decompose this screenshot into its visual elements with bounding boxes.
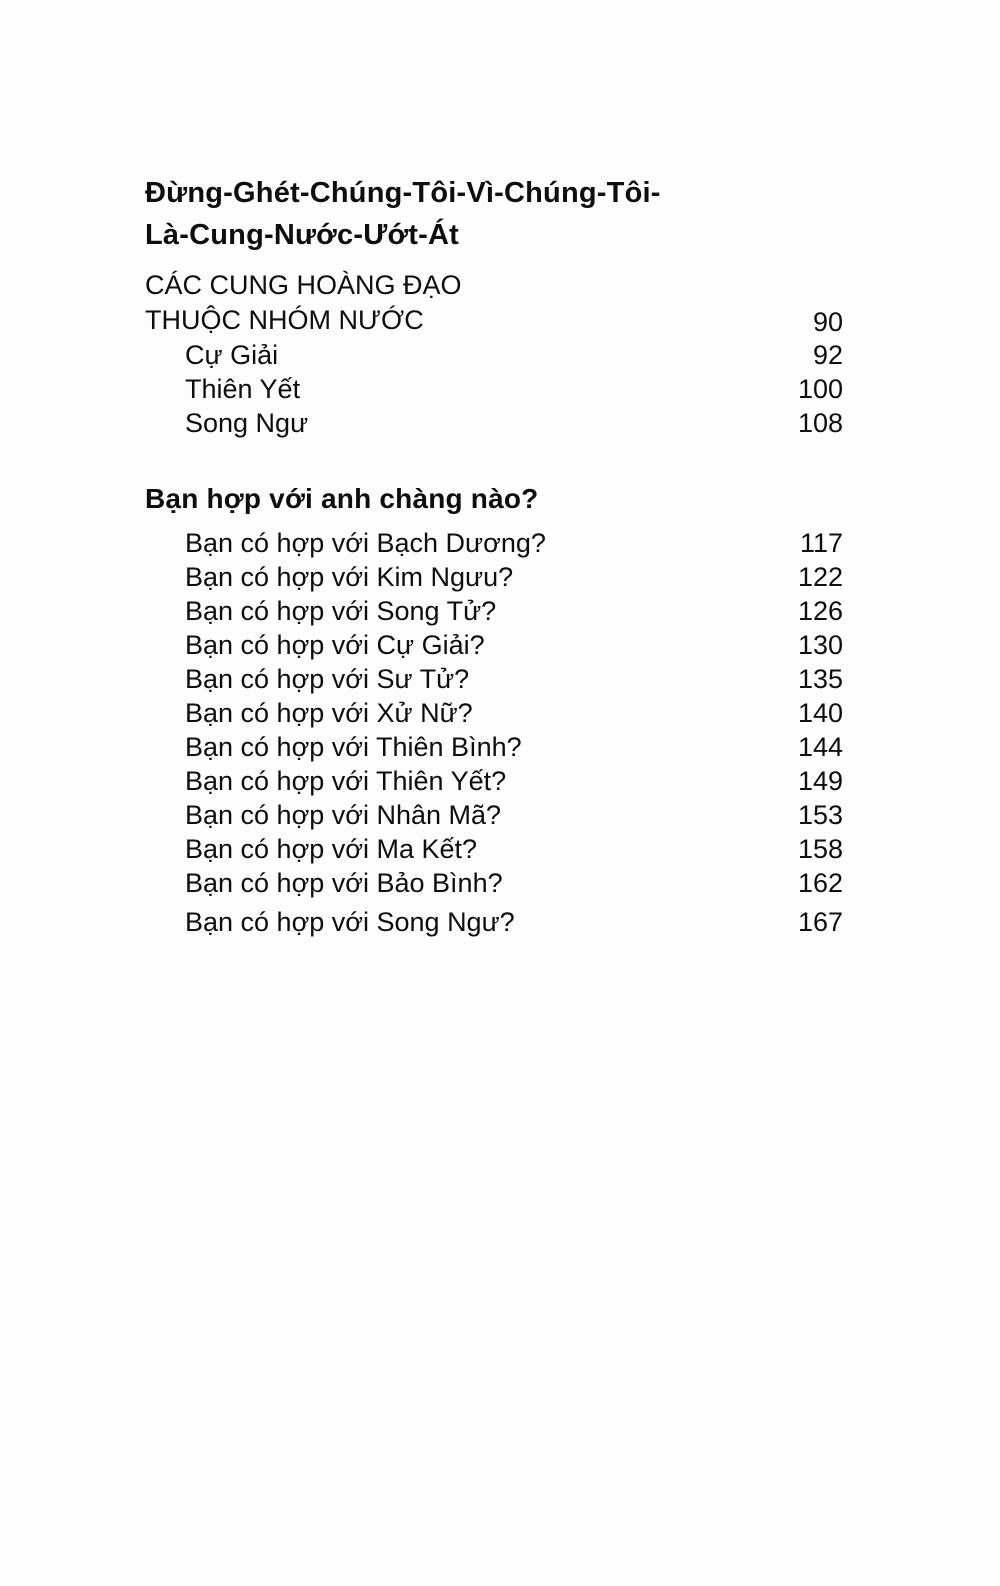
toc-page-number: 90 bbox=[812, 307, 843, 337]
toc-group-label bbox=[145, 268, 462, 338]
toc-row bbox=[145, 560, 843, 594]
toc-row bbox=[145, 526, 843, 560]
section-2-title: Bạn hợp với anh chàng nào? bbox=[145, 483, 539, 514]
toc-entry-label: Thiên Yết bbox=[185, 374, 301, 404]
toc-group-row bbox=[145, 268, 843, 338]
toc-row bbox=[145, 866, 843, 900]
toc-page-number: 117 bbox=[799, 528, 843, 558]
toc-entry-label: Bạn có hợp với Bảo Bình? bbox=[185, 868, 503, 898]
toc-page-number: 126 bbox=[797, 596, 843, 626]
toc-row bbox=[145, 832, 843, 866]
toc-entry-label: Song Ngư bbox=[185, 408, 309, 438]
toc-entry-label: Bạn có hợp với Ma Kết? bbox=[185, 834, 478, 864]
toc-entry-label: Bạn có hợp với Thiên Yết? bbox=[185, 766, 507, 796]
toc-entry-label: Bạn có hợp với Thiên Bình? bbox=[185, 732, 522, 762]
toc-row bbox=[145, 798, 843, 832]
toc-entry-label: Bạn có hợp với Kim Ngưu? bbox=[185, 562, 514, 592]
toc-entry-label: Bạn có hợp với Sư Tử? bbox=[185, 664, 470, 694]
toc-group-label-line-2: THUỘC NHÓM NƯỚC bbox=[145, 305, 424, 335]
toc-page-number: 140 bbox=[797, 698, 843, 728]
toc-row bbox=[145, 905, 843, 939]
toc-row bbox=[145, 338, 843, 372]
toc-row bbox=[145, 662, 843, 696]
section-1-title bbox=[145, 172, 843, 256]
toc-row bbox=[145, 696, 843, 730]
toc-row bbox=[145, 372, 843, 406]
toc-entry-label: Bạn có hợp với Xử Nữ? bbox=[185, 698, 473, 728]
toc-page-number: 92 bbox=[812, 340, 843, 370]
toc-page-number: 135 bbox=[797, 664, 843, 694]
toc-row bbox=[145, 628, 843, 662]
toc-page-number: 144 bbox=[797, 732, 843, 762]
section-1-title-line-1: Đừng-Ghét-Chúng-Tôi-Vì-Chúng-Tôi- bbox=[145, 177, 661, 209]
toc-page-number: 130 bbox=[797, 630, 843, 660]
toc-page-number: 108 bbox=[797, 408, 843, 438]
toc-page-number: 100 bbox=[797, 374, 843, 404]
toc-page-number: 167 bbox=[797, 907, 843, 937]
toc-row bbox=[145, 764, 843, 798]
section-1-title-line-2: Là-Cung-Nước-Ướt-Át bbox=[145, 219, 459, 251]
toc-entry-label: Bạn có hợp với Song Tử? bbox=[185, 596, 497, 626]
toc-page-number: 162 bbox=[797, 868, 843, 898]
toc-row bbox=[145, 406, 843, 440]
toc-page-number: 158 bbox=[797, 834, 843, 864]
toc-entry-label: Bạn có hợp với Bạch Dương? bbox=[185, 528, 546, 558]
toc-row bbox=[145, 594, 843, 628]
table-of-contents bbox=[145, 172, 843, 939]
toc-row bbox=[145, 730, 843, 764]
toc-page-number: 122 bbox=[797, 562, 843, 592]
toc-entry-label: Bạn có hợp với Nhân Mã? bbox=[185, 800, 502, 830]
toc-page-number: 149 bbox=[797, 766, 843, 796]
toc-page-number: 153 bbox=[797, 800, 843, 830]
toc-entry-label: Bạn có hợp với Song Ngư? bbox=[185, 907, 515, 937]
toc-entry-label: Cự Giải bbox=[185, 340, 279, 370]
toc-entry-label: Bạn có hợp với Cự Giải? bbox=[185, 630, 485, 660]
toc-group-label-line-1: CÁC CUNG HOÀNG ĐẠO bbox=[145, 270, 462, 300]
